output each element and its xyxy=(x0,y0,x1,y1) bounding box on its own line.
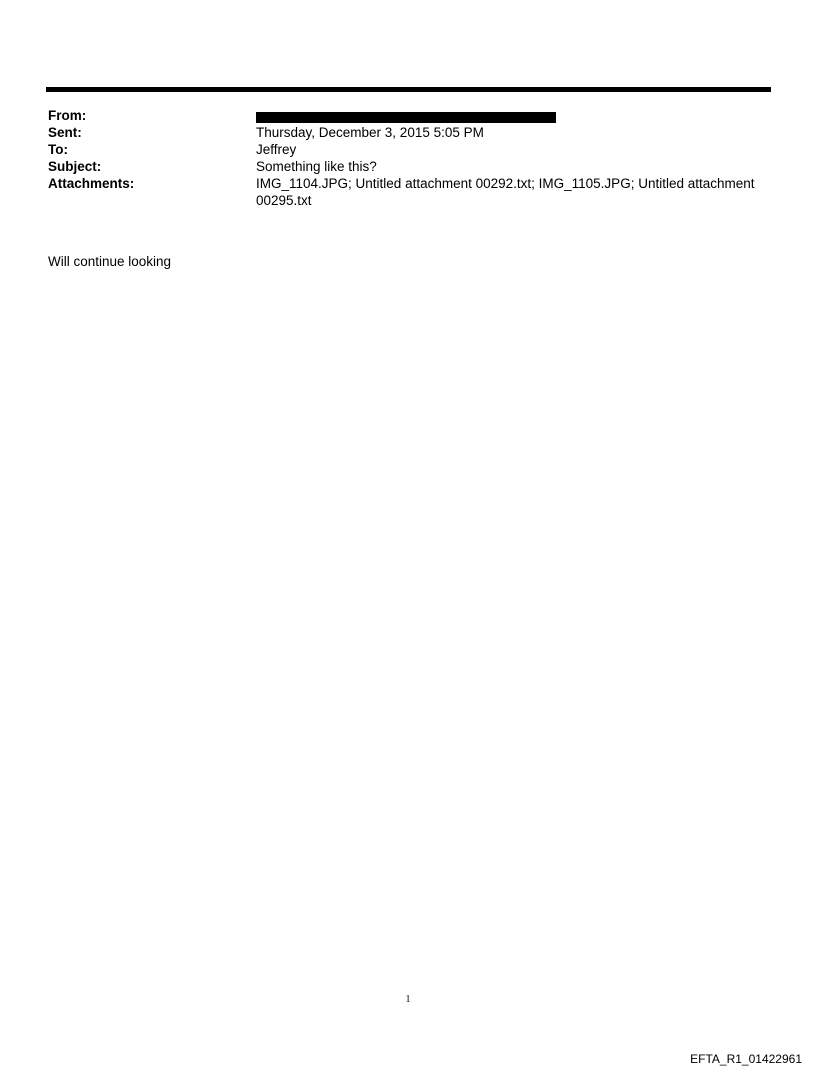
page-number: 1 xyxy=(405,994,411,1005)
subject-row xyxy=(48,158,768,175)
from-row xyxy=(48,107,768,124)
email-header xyxy=(48,107,768,209)
email-body: Will continue looking xyxy=(48,254,172,269)
from-value xyxy=(256,107,756,124)
subject-value: Something like this? xyxy=(256,159,377,174)
attachments-value: IMG_1104.JPG; Untitled attachment 00292.txt; IMG_1105.JPG; Untitled attachment 00295.txt xyxy=(256,176,755,208)
attachments-row xyxy=(48,175,768,209)
header-divider-rule xyxy=(46,87,771,92)
to-row xyxy=(48,141,768,158)
subject-label: Subject: xyxy=(48,159,102,174)
attachments-label: Attachments: xyxy=(48,176,135,191)
sent-value: Thursday, December 3, 2015 5:05 PM xyxy=(256,125,484,140)
sent-row xyxy=(48,124,768,141)
to-label: To: xyxy=(48,142,68,157)
sent-label: Sent: xyxy=(48,125,82,140)
from-label: From: xyxy=(48,108,87,123)
document-id: EFTA_R1_01422961 xyxy=(690,1052,802,1066)
redaction-bar xyxy=(256,112,556,123)
to-value: Jeffrey xyxy=(256,142,297,157)
